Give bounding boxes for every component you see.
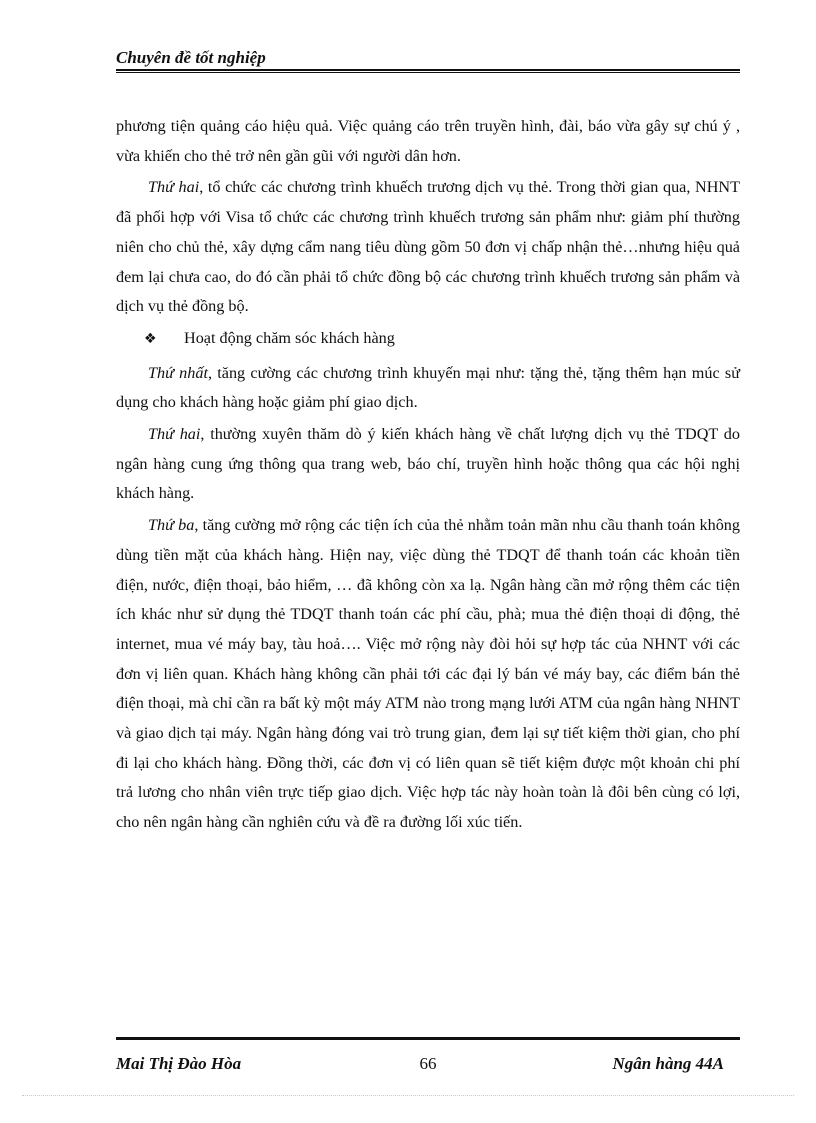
paragraph-text: , tăng cường các chương trình khuyến mại như: tặng thẻ, tặng thêm hạn múc sử dụng cho khách hàng hoặc giảm phí giao dịch. xyxy=(116,363,740,412)
footer-divider xyxy=(116,1037,740,1040)
section-heading-customer-care xyxy=(116,324,740,355)
page-body xyxy=(116,112,740,840)
header-rule-thick xyxy=(116,69,740,71)
paragraph-lead: Thứ hai xyxy=(148,425,201,444)
paragraph-thu-hai-promotion xyxy=(116,173,740,322)
header-divider xyxy=(116,69,740,73)
diamond-bullet-icon: ❖ xyxy=(144,330,157,347)
page-footer xyxy=(116,1036,740,1076)
page-number: 66 xyxy=(419,1054,437,1073)
footer-info xyxy=(116,1054,740,1076)
paragraph-thu-ba xyxy=(116,511,740,838)
paragraph-text: , thường xuyên thăm dò ý kiến khách hàng về chất lượng dịch vụ thẻ TDQT do ngân hàng cung ứng thông qua trang web, báo chí, truyền hình hoặc thông qua các hội nghị khách hàng. xyxy=(116,425,740,503)
paragraph-thu-hai-survey xyxy=(116,420,740,509)
page-boundary-dotted-line xyxy=(22,1095,794,1096)
paragraph-text: , tổ chức các chương trình khuếch trương dịch vụ thẻ. Trong thời gian qua, NHNT đã phối hợp với Visa tổ chức các chương trình khuếch trương sản phẩm như: giảm phí thường niên cho chủ thẻ, xây dựng cẩm nang tiêu dùng gồm 50 đơn vị chấp nhận thẻ…nhưng hiệu quả đem lại chưa cao, do đó cần phải tổ chức đồng bộ các chương trình khuếch trương sản phẩm và dịch vụ thẻ đồng bộ. xyxy=(116,178,740,316)
paragraph-thu-nhat xyxy=(116,359,740,418)
footer-rule-thick xyxy=(116,1038,740,1040)
document-title: Chuyên đề tốt nghiệp xyxy=(116,48,266,67)
class-name: Ngân hàng 44A xyxy=(612,1054,724,1073)
paragraph-text: , tăng cường mở rộng các tiện ích của thẻ nhằm toản mãn nhu cầu thanh toán không dùng tiền mặt của khách hàng. Hiện nay, việc dùng thẻ TDQT để thanh toán các khoản tiền điện, nước, điện thoại, bảo hiểm, … đã không còn xa lạ. Ngân hàng cần mở rộng thêm các tiện ích khác như sử dụng thẻ TDQT thanh toán các phí cầu, phà; mua thẻ điện thoại di động, thẻ internet, mua vé máy bay, tàu hoả…. Việc mở rộng này đòi hỏi sự hợp tác của NHNT với các đơn vị liên quan. Khách hàng không cần phải tới các đại lý bán vé máy bay, các điểm bán thẻ điện thoại, mà chỉ cần ra bất kỳ một máy ATM nào trong mạng lưới ATM của ngân hàng NHNT và giao dịch tại máy. Ngân hàng đóng vai trò trung gian, đem lại sự tiết kiệm thời gian, cho phí đi lại cho khách hàng. Đồng thời, các đơn vị có liên quan sẽ tiết kiệm được một khoản chi phí trả lương cho nhân viên trực tiếp giao dịch. Việc hợp tác này hoàn toàn là đôi bên cùng có lợi, cho nên ngân hàng cần nghiên cứu và đề ra đường lối xúc tiến. xyxy=(116,516,740,832)
author-name: Mai Thị Đào Hòa xyxy=(116,1054,242,1073)
page-header xyxy=(116,48,740,73)
paragraph-lead: Thứ nhất xyxy=(148,363,208,382)
paragraph-lead: Thứ hai xyxy=(148,178,200,197)
paragraph-continuation: phương tiện quảng cáo hiệu quả. Việc quảng cáo trên truyền hình, đài, báo vừa gây sự chú ý , vừa khiến cho thẻ trở nên gần gũi với người dân hơn. xyxy=(116,117,740,165)
section-heading-text: Hoạt động chăm sóc khách hàng xyxy=(184,328,395,347)
paragraph-lead: Thứ ba xyxy=(148,516,195,535)
header-rule-thin xyxy=(116,72,740,73)
